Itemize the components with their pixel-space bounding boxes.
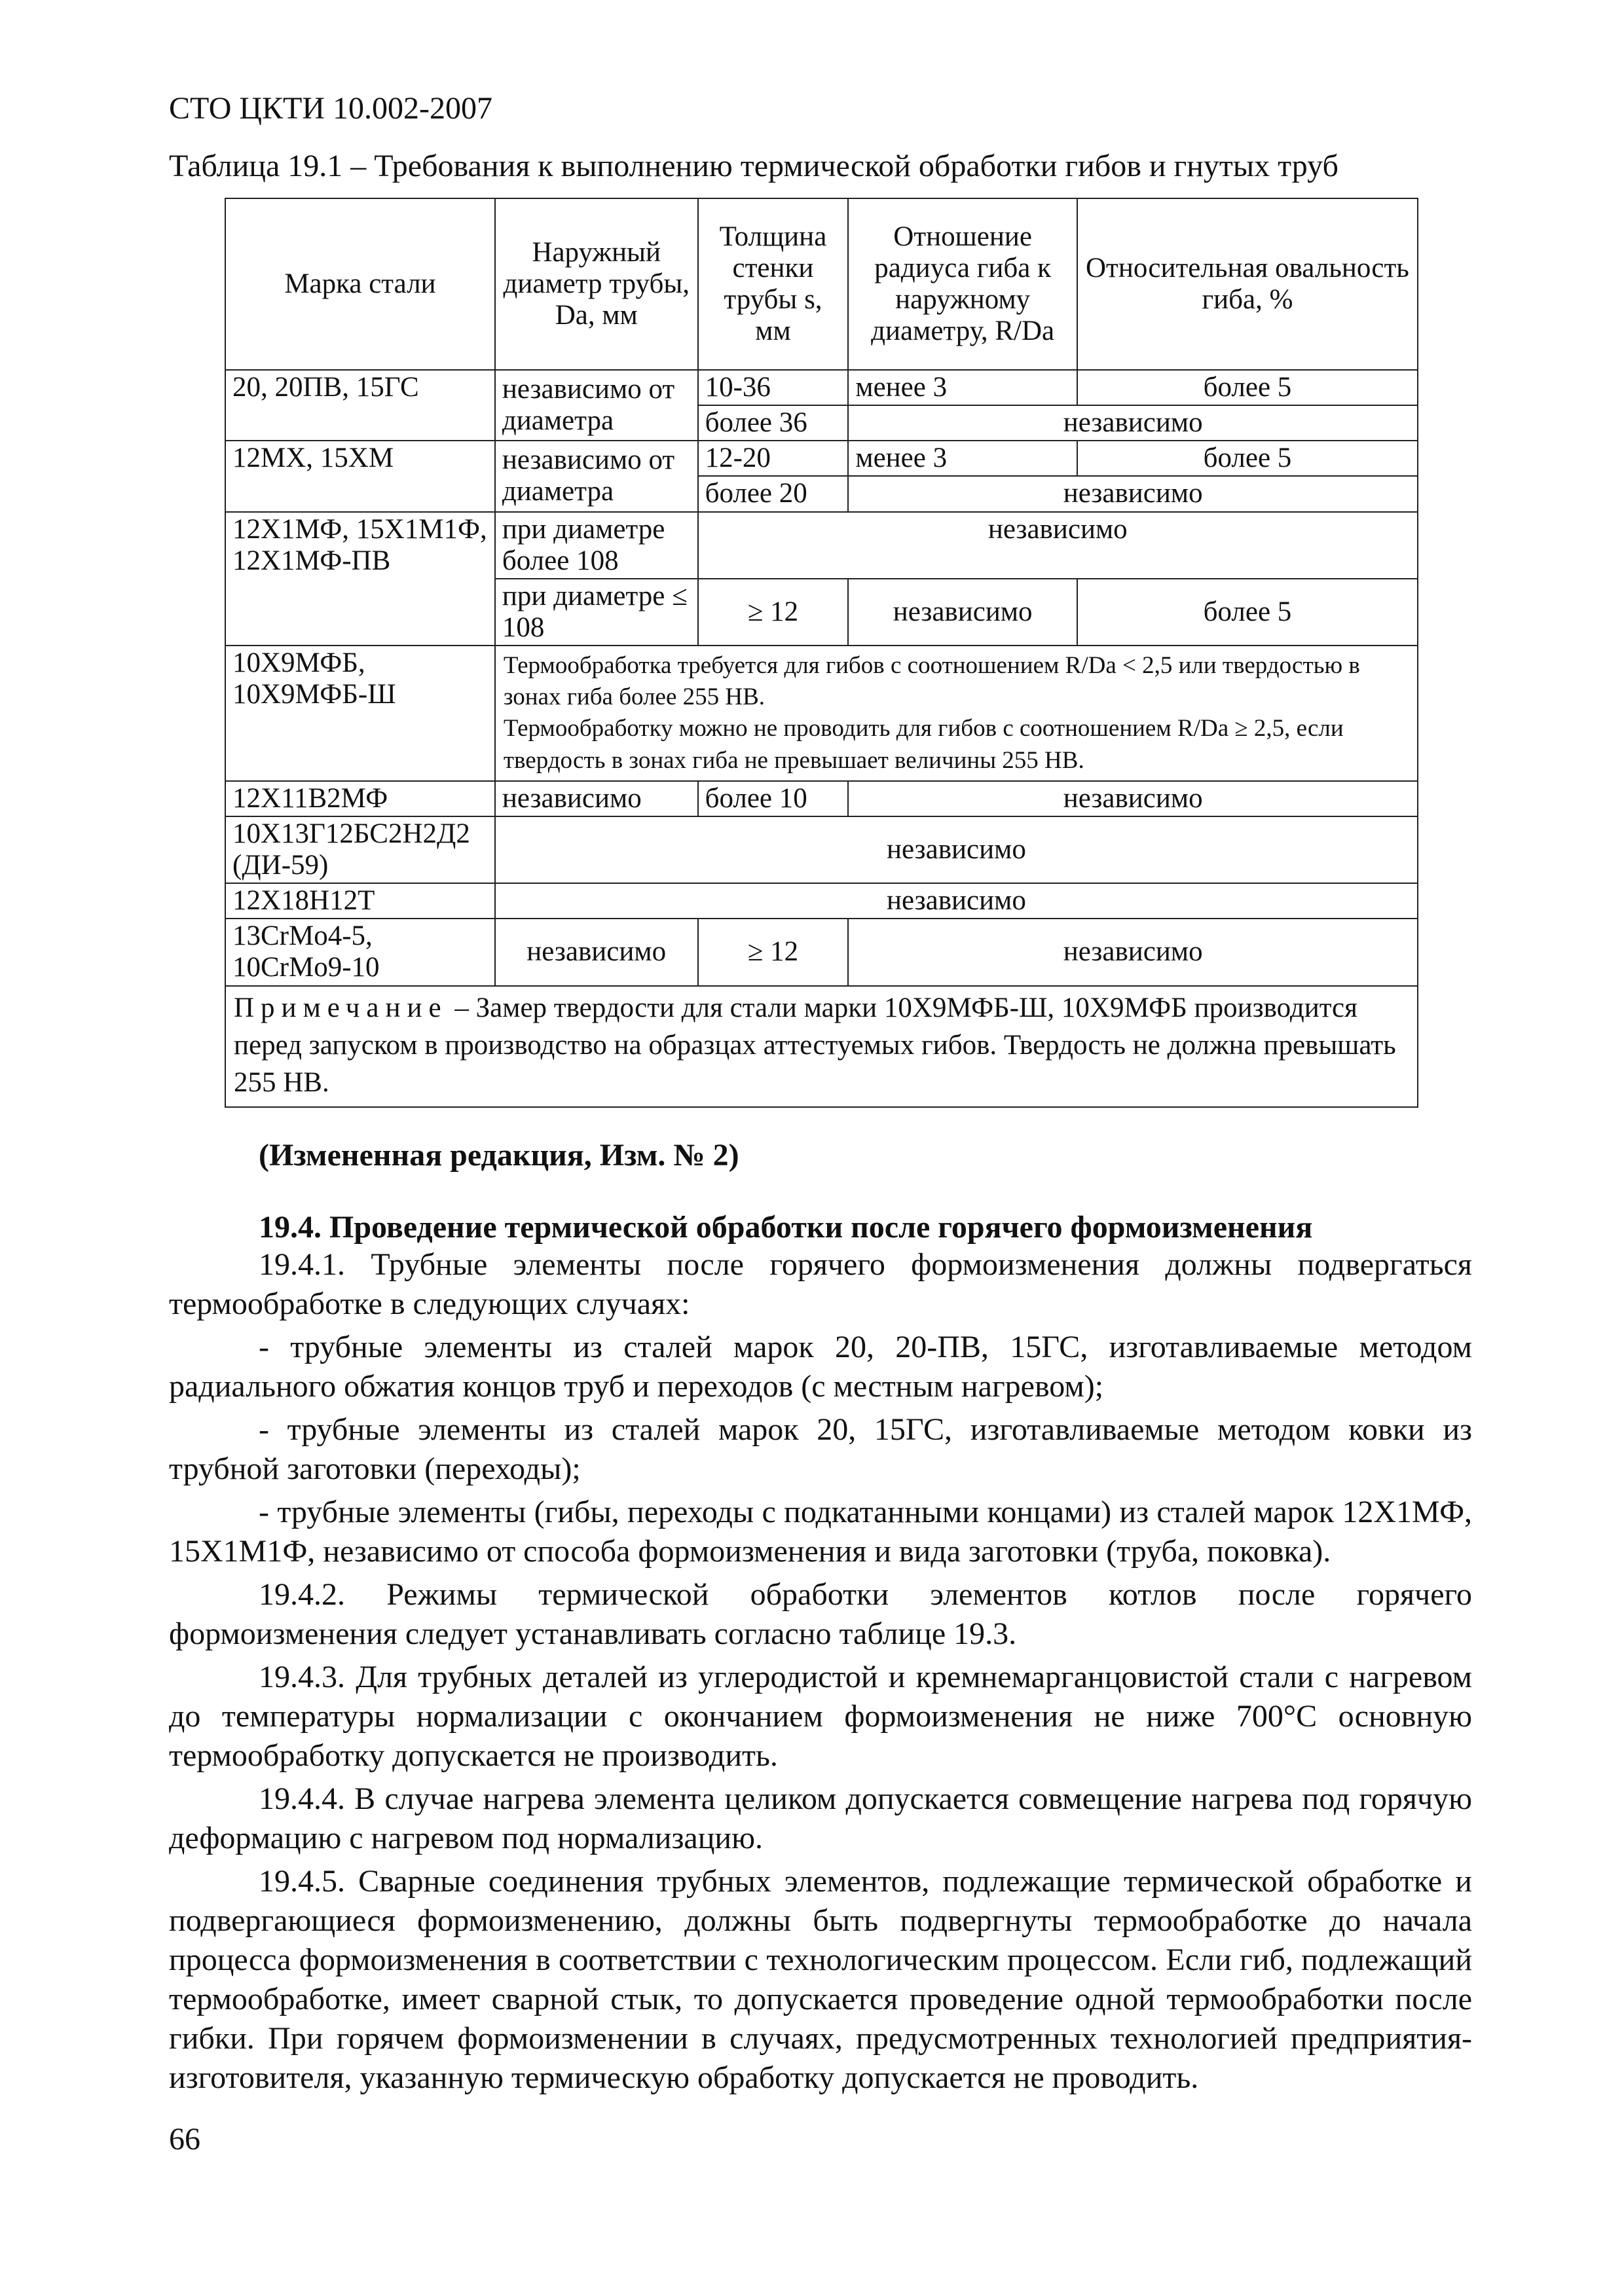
cell-thickness: ≥ 12 (698, 919, 849, 985)
cell-diameter: при диаметре ≤ 108 (495, 579, 698, 646)
paragraph: 19.4.1. Трубные элементы после горячего формоизменения должны подвергаться термообработке в следующих случаях: (169, 1247, 1472, 1321)
header-grade: Марка стали (225, 198, 495, 370)
table-header-row (225, 198, 1418, 370)
cell-merged: независимо (495, 883, 1418, 919)
cell-grade: 13CrMo4-5, 10CrMo9-10 (225, 919, 495, 985)
paragraph: 19.4.2. Режимы термической обработки элементов котлов после горячего формоизменения следует устанавливать согласно таблице 19.3. (169, 1577, 1472, 1651)
paragraph: 19.4.4. В случае нагрева элемента целиком допускается совмещение нагрева под горячую деформацию с нагревом под нормализацию. (169, 1781, 1472, 1855)
edition-note: (Измененная редакция, Изм. № 2) (259, 1138, 739, 1173)
cell-merged: независимо (848, 405, 1418, 441)
document-header: СТО ЦКТИ 10.002-2007 (169, 91, 493, 126)
cell-thickness: более 36 (698, 405, 849, 441)
cell-grade: 12Х11В2МФ (225, 781, 495, 816)
table-row (225, 646, 1418, 780)
cell-merged: независимо (698, 512, 1418, 579)
page-number: 66 (169, 2122, 200, 2157)
header-ratio: Отношение радиуса гиба к наружному диаметру, R/Da (848, 198, 1077, 370)
paragraph: 19.4.5. Сварные соединения трубных элементов, подлежащие термической обработке и подвергающиеся формоизменению, должны быть подвергнуты термообработке до начала процесса формоизменения в соответствии с технологическим процессом. Если гиб, подлежащий термообработке, имеет сварной стык, то допускается проведение одной термообработки после гибки. При горячем формоизменении в случаях, предусмотренных технологией предприятия-изготовителя, указанную термическую обработку допускается не проводить. (169, 1864, 1472, 2095)
cell-thickness: более 20 (698, 476, 849, 511)
cell-thickness: 10-36 (698, 370, 849, 405)
cell-thickness: 12-20 (698, 441, 849, 476)
header-ovality: Относительная овальность гиба, % (1077, 198, 1418, 370)
cell-merged: независимо (848, 781, 1418, 816)
cell-ovality: более 5 (1077, 370, 1418, 405)
note-text: – Замер твердости для стали марки 10Х9МФБ-Ш, 10Х9МФБ производится перед запуском в производство на образцах аттестуемых гибов. Твердость не должна превышать 255 НВ. (234, 992, 1396, 1098)
cell-grade: 10Х9МФБ, 10Х9МФБ-Ш (225, 646, 495, 780)
table-row (225, 816, 1418, 883)
section-body (169, 1245, 1472, 2102)
heat-treatment-table (225, 198, 1418, 1108)
paragraph: 19.4.3. Для трубных деталей из углеродистой и кремнемарганцовистой стали с нагревом до температуры нормализации с окончанием формоизменения не ниже 700°С основную термообработку допускается не производить. (169, 1660, 1472, 1773)
cell-diameter: независимо от диаметра (495, 441, 698, 511)
cell-ratio: независимо (848, 579, 1077, 646)
condition-text-optional: Термообработку можно не проводить для гибов с соотношением R/Da ≥ 2,5, если твердость в зонах гиба не превышает величины 255 НВ. (503, 715, 1344, 774)
cell-grade: 12Х1МФ, 15Х1М1Ф, 12Х1МФ-ПВ (225, 512, 495, 646)
cell-merged: независимо (848, 476, 1418, 511)
table-row (225, 441, 1418, 476)
cell-condition (495, 646, 1418, 780)
table-row (225, 883, 1418, 919)
list-item: - трубные элементы из сталей марок 20, 15ГС, изготавливаемые методом ковки из трубной заготовки (переходы); (169, 1412, 1472, 1486)
cell-diameter: при диаметре более 108 (495, 512, 698, 579)
cell-diameter: независимо от диаметра (495, 370, 698, 441)
table-row (225, 781, 1418, 816)
section-title: 19.4. Проведение термической обработки после горячего формоизменения (259, 1210, 1313, 1245)
cell-ratio: менее 3 (848, 441, 1077, 476)
note-label: Примечание (234, 992, 448, 1023)
cell-grade: 12МХ, 15ХМ (225, 441, 495, 511)
cell-grade: 20, 20ПВ, 15ГС (225, 370, 495, 441)
condition-text-required: Термообработка требуется для гибов с соотношением R/Da < 2,5 или твердостью в зонах гиба более 255 НВ. (503, 652, 1360, 711)
table-note-row (225, 986, 1418, 1108)
table-note (225, 986, 1418, 1108)
cell-merged: независимо (495, 816, 1418, 883)
table-row (225, 370, 1418, 405)
cell-thickness: ≥ 12 (698, 579, 849, 646)
cell-ovality: более 5 (1077, 579, 1418, 646)
cell-ovality: более 5 (1077, 441, 1418, 476)
cell-grade: 12Х18Н12Т (225, 883, 495, 919)
cell-merged: независимо (848, 919, 1418, 985)
list-item: - трубные элементы из сталей марок 20, 20-ПВ, 15ГС, изготавливаемые методом радиального обжатия концов труб и переходов (с местным нагревом); (169, 1330, 1472, 1404)
header-diameter: Наружный диаметр трубы, Da, мм (495, 198, 698, 370)
cell-ratio: менее 3 (848, 370, 1077, 405)
cell-thickness: более 10 (698, 781, 849, 816)
list-item: - трубные элементы (гибы, переходы с подкатанными концами) из сталей марок 12Х1МФ, 15Х1М1Ф, независимо от способа формоизменения и вида заготовки (труба, поковка). (169, 1495, 1472, 1569)
table-row (225, 512, 1418, 579)
cell-diameter: независимо (495, 781, 698, 816)
table-row (225, 919, 1418, 985)
cell-diameter: независимо (495, 919, 698, 985)
table-caption: Таблица 19.1 – Требования к выполнению термической обработки гибов и гнутых труб (169, 149, 1338, 183)
cell-grade: 10Х13Г12БС2Н2Д2 (ДИ-59) (225, 816, 495, 883)
header-thickness: Толщина стенки трубы s, мм (698, 198, 849, 370)
